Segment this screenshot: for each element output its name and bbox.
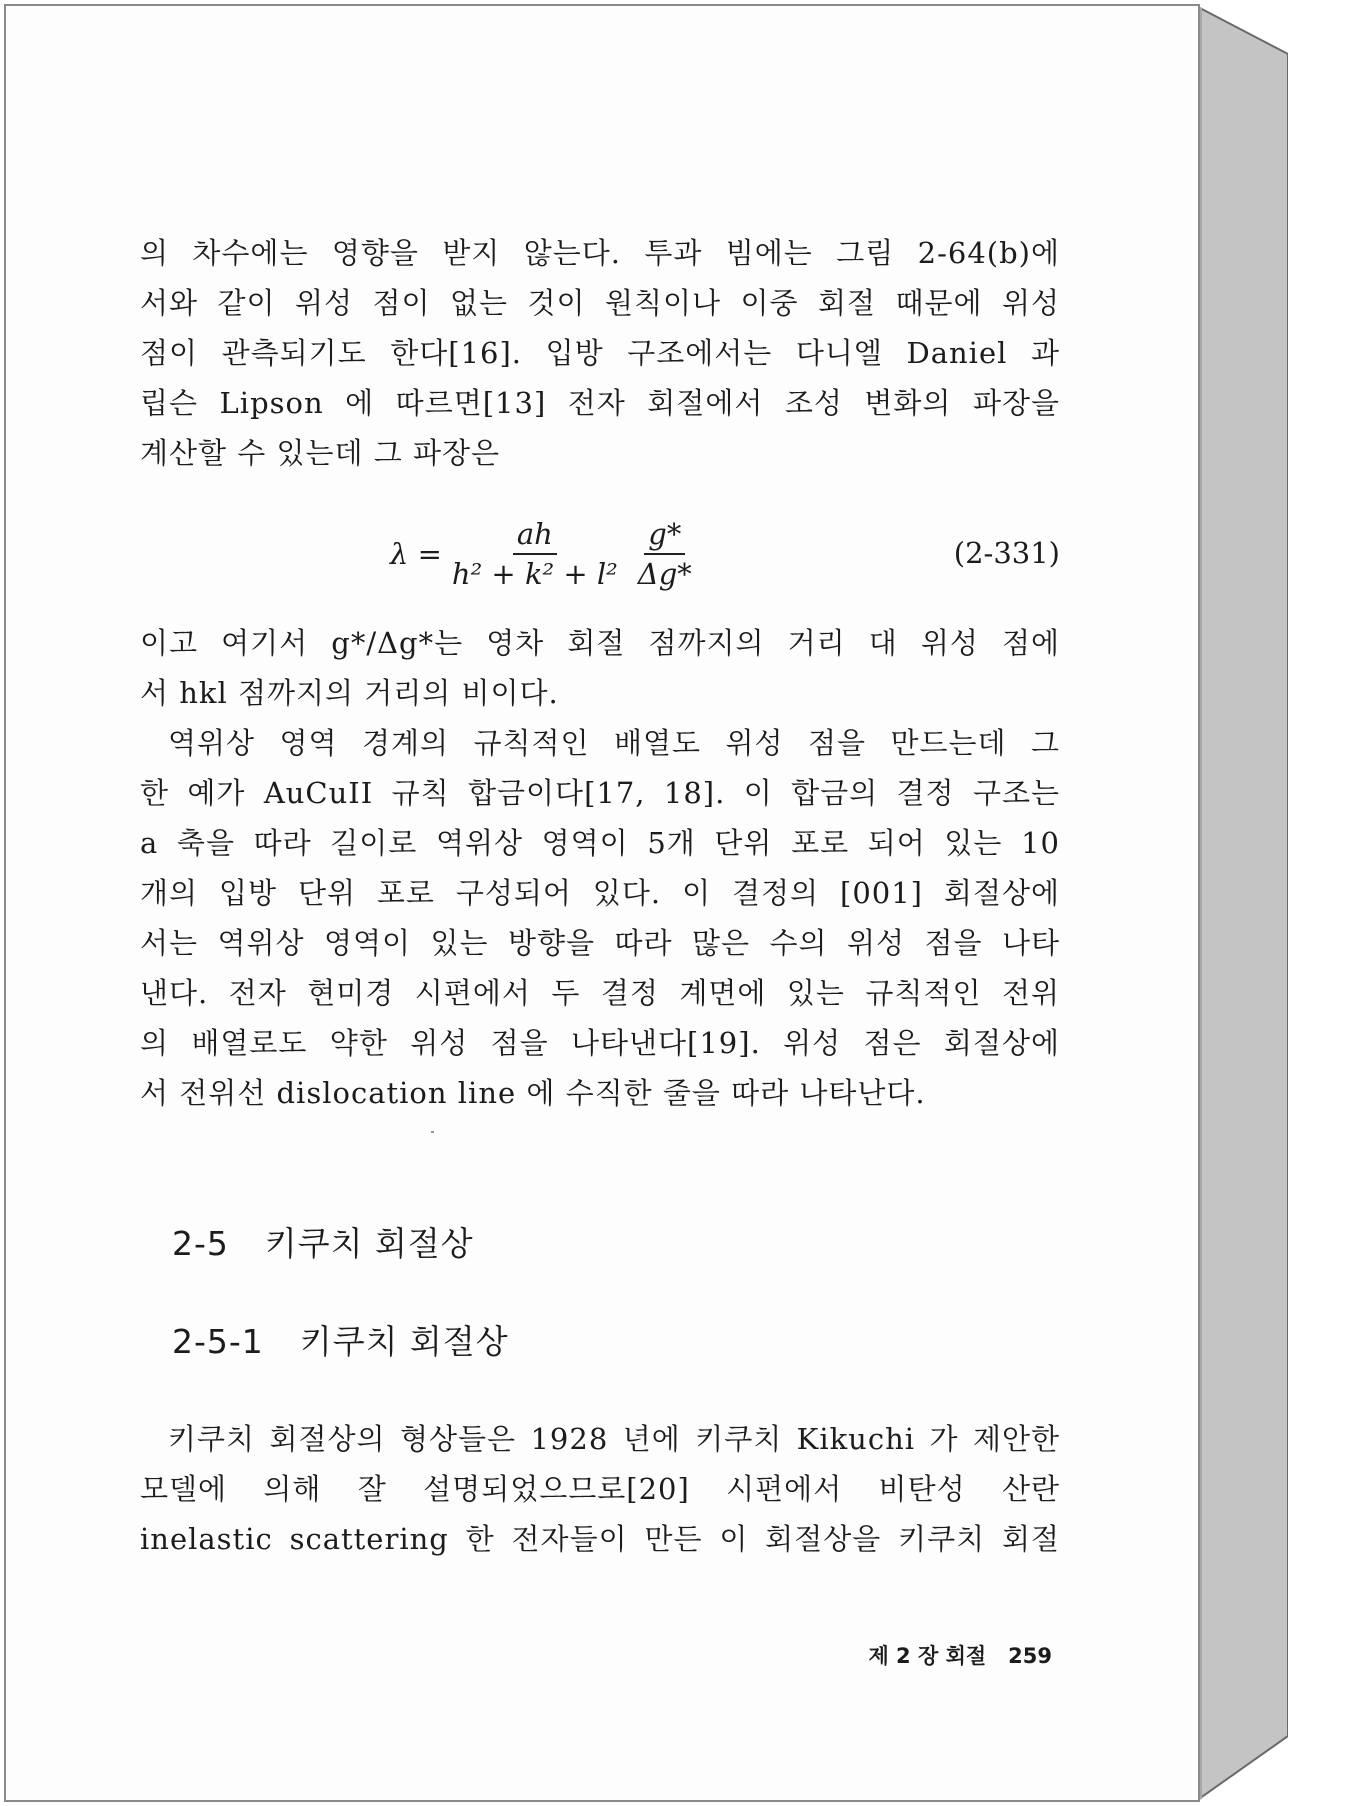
- text-line: 점이 관측되기도 한다[16]. 입방 구조에서는 다니엘 Daniel 과: [140, 336, 1060, 370]
- text-line: 서 hkl 점까지의 거리의 비이다.: [140, 676, 559, 710]
- text-line: inelastic scattering 한 전자들이 만든 이 회절상을 키쿠치 회절: [140, 1522, 1060, 1556]
- text-line: 키쿠치 회절상의 형상들은 1928 년에 키쿠치 Kikuchi 가 제안한: [168, 1422, 1060, 1456]
- book-side-edge: [1196, 6, 1288, 1801]
- running-footer-chapter: 제 2 장 회절: [868, 1644, 987, 1668]
- equation-lhs: λ =: [390, 537, 442, 571]
- text-line: 계산할 수 있는데 그 파장은: [140, 436, 501, 470]
- fraction-2-numerator: g*: [644, 517, 685, 555]
- fraction-2: [634, 517, 696, 591]
- subsection-heading: [172, 1316, 509, 1363]
- text-line: 서와 같이 위성 점이 없는 것이 원칙이나 이중 회절 때문에 위성: [140, 286, 1060, 320]
- text-line: 한 예가 AuCuII 규칙 합금이다[17, 18]. 이 합금의 결정 구조는: [140, 776, 1060, 810]
- text-line: 역위상 영역 경계의 규칙적인 배열도 위성 점을 만드는데 그: [168, 726, 1060, 760]
- fraction-1-denominator: h² + k² + l²: [451, 557, 618, 591]
- paragraph-1: [140, 228, 1060, 478]
- text-line: 서는 역위상 영역이 있는 방향을 따라 많은 수의 위성 점을 나타: [140, 926, 1060, 960]
- equation-number: (2-331): [953, 536, 1060, 570]
- subsection-title: 키쿠치 회절상: [299, 1322, 509, 1361]
- text-line: 서 전위선 dislocation line 에 수직한 줄을 따라 나타난다.: [140, 1076, 926, 1110]
- section-title: 키쿠치 회절상: [264, 1224, 474, 1263]
- scan-speck: [431, 1131, 434, 1133]
- section-heading: [172, 1218, 474, 1265]
- page-number: 259: [1008, 1644, 1052, 1668]
- fraction-2-denominator: Δg*: [637, 557, 692, 591]
- section-number: 2-5: [172, 1224, 229, 1263]
- text-line: 개의 입방 단위 포로 구성되어 있다. 이 결정의 [001] 회절상에: [140, 876, 1060, 910]
- paragraph-2: [140, 618, 1060, 718]
- text-line: 이고 여기서 g*/Δg*는 영차 회절 점까지의 거리 대 위성 점에: [140, 626, 1060, 660]
- equation-2-331: [140, 518, 1060, 590]
- text-line: 의 배열로도 약한 위성 점을 나타낸다[19]. 위성 점은 회절상에: [140, 1026, 1060, 1060]
- text-line: 낸다. 전자 현미경 시편에서 두 결정 계면에 있는 규칙적인 전위: [140, 976, 1060, 1010]
- page-footer: [820, 1640, 1052, 1670]
- subsection-number: 2-5-1: [172, 1322, 264, 1361]
- fraction-1-numerator: ah: [513, 517, 557, 555]
- fraction-1: [448, 517, 622, 591]
- text-line: a 축을 따라 길이로 역위상 영역이 5개 단위 포로 되어 있는 10: [140, 826, 1060, 860]
- text-line: 의 차수에는 영향을 받지 않는다. 투과 빔에는 그림 2-64(b)에: [140, 236, 1060, 270]
- paragraph-3: [140, 718, 1060, 1118]
- equation-formula: [390, 518, 702, 590]
- text-line: 립슨 Lipson 에 따르면[13] 전자 회절에서 조성 변화의 파장을: [140, 386, 1060, 420]
- text-line: 모델에 의해 잘 설명되었으므로[20] 시편에서 비탄성 산란: [140, 1472, 1060, 1506]
- paragraph-4: [140, 1414, 1060, 1564]
